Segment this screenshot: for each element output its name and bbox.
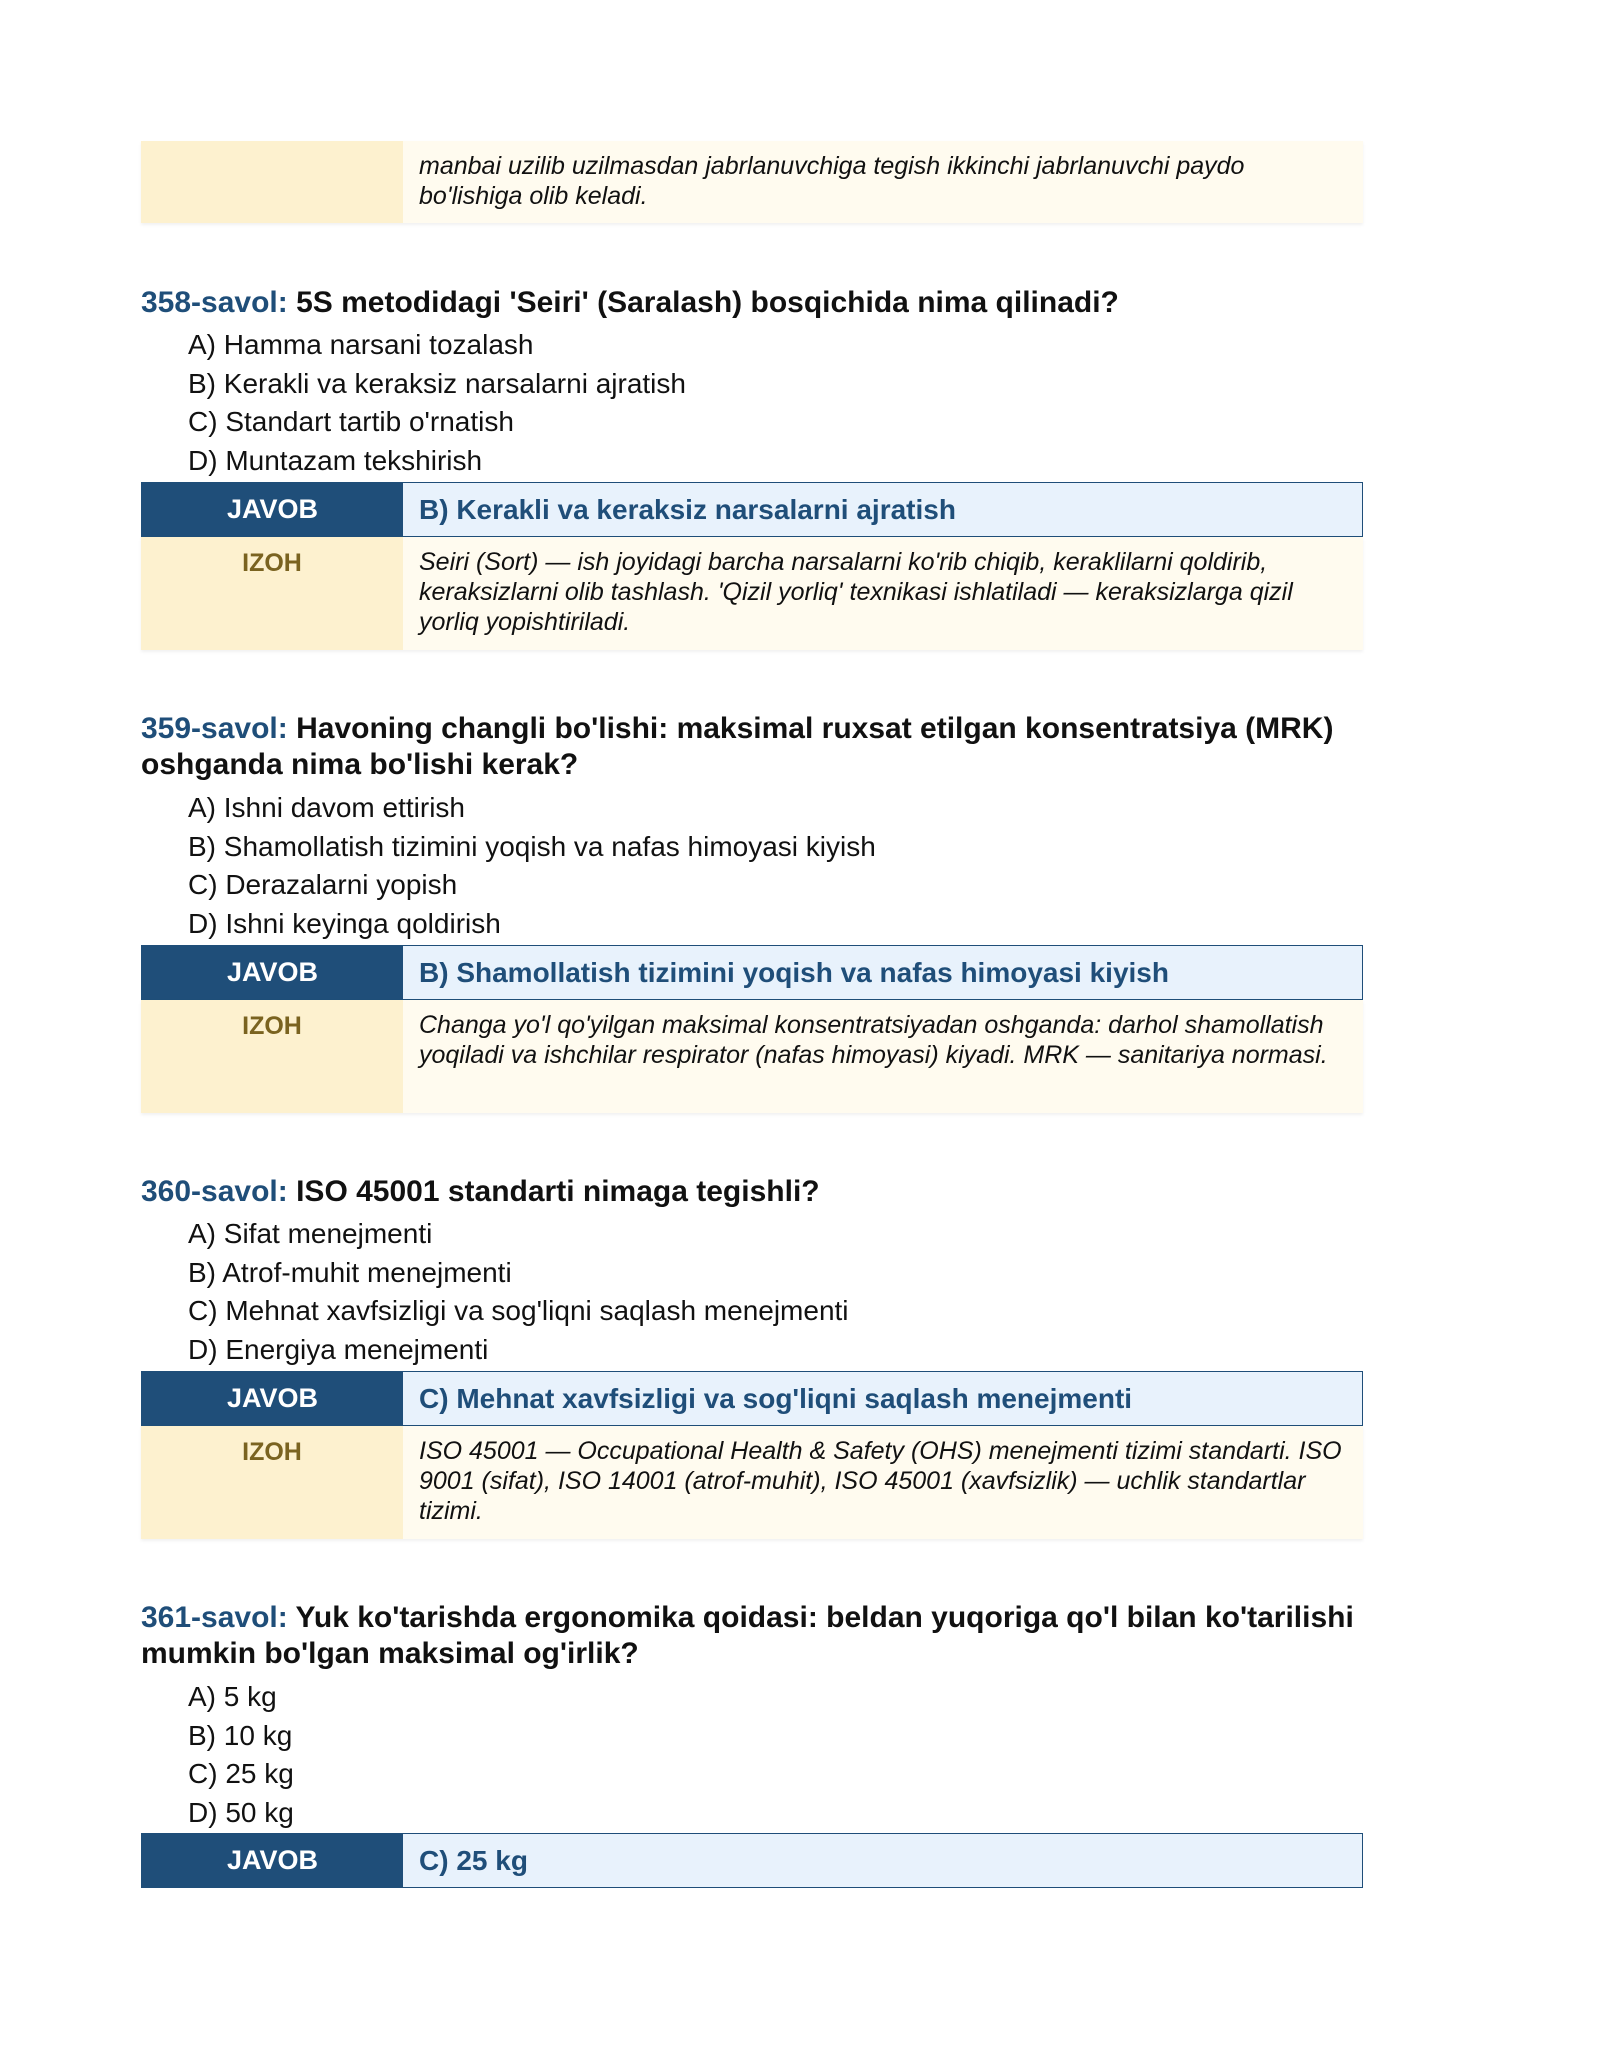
option-d: D) 50 kg <box>188 1796 294 1828</box>
option-b: B) Atrof-muhit menejmenti <box>188 1256 512 1288</box>
option-a: A) 5 kg <box>188 1681 277 1712</box>
izoh-block-continuation <box>141 141 1363 223</box>
izoh-text: ISO 45001 — Occupational Health & Safety (OHS) menejmenti tizimi standarti. ISO 9001 (sifat), ISO 14001 (atrof-muhit), ISO 45001 (xavfsizlik) — uchlik standartlar tizimi. <box>403 1426 1363 1539</box>
question-number: 358-savol: <box>141 286 288 319</box>
question-text: Havoning changli bo'lishi: maksimal ruxsat etilgan konsentratsiya (MRK) oshganda nima bo'lishi kerak? <box>141 712 1334 781</box>
option-b: B) Shamollatish tizimini yoqish va nafas himoyasi kiyish <box>188 830 876 862</box>
option-a: A) Sifat menejmenti <box>188 1218 433 1249</box>
option-c: C) Derazalarni yopish <box>188 869 458 900</box>
question-title <box>141 285 1441 321</box>
option-b: B) 10 kg <box>188 1719 293 1751</box>
izoh-block <box>141 1426 1363 1539</box>
option-d: D) Energiya menejmenti <box>188 1333 489 1365</box>
izoh-label: IZOH <box>141 1000 403 1113</box>
izoh-text: manbai uzilib uzilmasdan jabrlanuvchiga tegish ikkinchi jabrlanuvchi paydo bo'lishiga olib keladi. <box>403 141 1363 223</box>
question-text: ISO 45001 standarti nimaga tegishli? <box>296 1175 820 1208</box>
option-a: A) Hamma narsani tozalash <box>188 329 534 360</box>
question-number: 360-savol: <box>141 1175 288 1208</box>
answer-row <box>141 945 1363 1000</box>
answer-text: C) Mehnat xavfsizligi va sog'liqni saqlash menejmenti <box>403 1372 1362 1425</box>
option-c: C) Mehnat xavfsizligi va sog'liqni saqlash menejmenti <box>188 1295 849 1326</box>
option-c: C) Standart tartib o'rnatish <box>188 406 514 437</box>
option-c: C) 25 kg <box>188 1758 294 1789</box>
option-d: D) Muntazam tekshirish <box>188 444 483 476</box>
options-list <box>188 326 686 480</box>
question-text: 5S metodidagi 'Seiri' (Saralash) bosqichida nima qilinadi? <box>296 286 1119 319</box>
question-number: 361-savol: <box>141 1601 288 1634</box>
answer-label: JAVOB <box>142 946 403 999</box>
izoh-label-cell <box>141 141 403 223</box>
izoh-label: IZOH <box>141 537 403 650</box>
answer-row <box>141 482 1363 537</box>
answer-text: B) Kerakli va keraksiz narsalarni ajratish <box>403 483 1362 536</box>
option-d: D) Ishni keyinga qoldirish <box>188 907 501 939</box>
option-a: A) Ishni davom ettirish <box>188 792 465 823</box>
options-list <box>188 1215 849 1369</box>
izoh-block <box>141 537 1363 650</box>
izoh-text: Seiri (Sort) — ish joyidagi barcha narsalarni ko'rib chiqib, keraklilarni qoldirib, keraksizlarni olib tashlash. 'Qizil yorliq' texnikasi ishlatiladi — keraksizlarga qizil yorliq yopishtiriladi. <box>403 537 1363 650</box>
question-number: 359-savol: <box>141 712 288 745</box>
izoh-text: Changa yo'l qo'yilgan maksimal konsentratsiyadan oshganda: darhol shamollatish yoqiladi va ishchilar respirator (nafas himoyasi) kiyadi. MRK — sanitariya normasi. <box>403 1000 1363 1113</box>
question-title <box>141 1600 1441 1672</box>
answer-row <box>141 1371 1363 1426</box>
answer-row <box>141 1833 1363 1888</box>
answer-label: JAVOB <box>142 1372 403 1425</box>
izoh-block <box>141 1000 1363 1113</box>
options-list <box>188 789 876 943</box>
question-title <box>141 711 1441 783</box>
answer-label: JAVOB <box>142 1834 403 1887</box>
option-b: B) Kerakli va keraksiz narsalarni ajratish <box>188 367 686 399</box>
options-list <box>188 1678 294 1832</box>
answer-text: B) Shamollatish tizimini yoqish va nafas himoyasi kiyish <box>403 946 1362 999</box>
answer-text: C) 25 kg <box>403 1834 1362 1887</box>
izoh-label: IZOH <box>141 1426 403 1539</box>
answer-label: JAVOB <box>142 483 403 536</box>
question-text: Yuk ko'tarishda ergonomika qoidasi: beldan yuqoriga qo'l bilan ko'tarilishi mumkin bo'lgan maksimal og'irlik? <box>141 1601 1354 1670</box>
question-title <box>141 1174 1441 1210</box>
